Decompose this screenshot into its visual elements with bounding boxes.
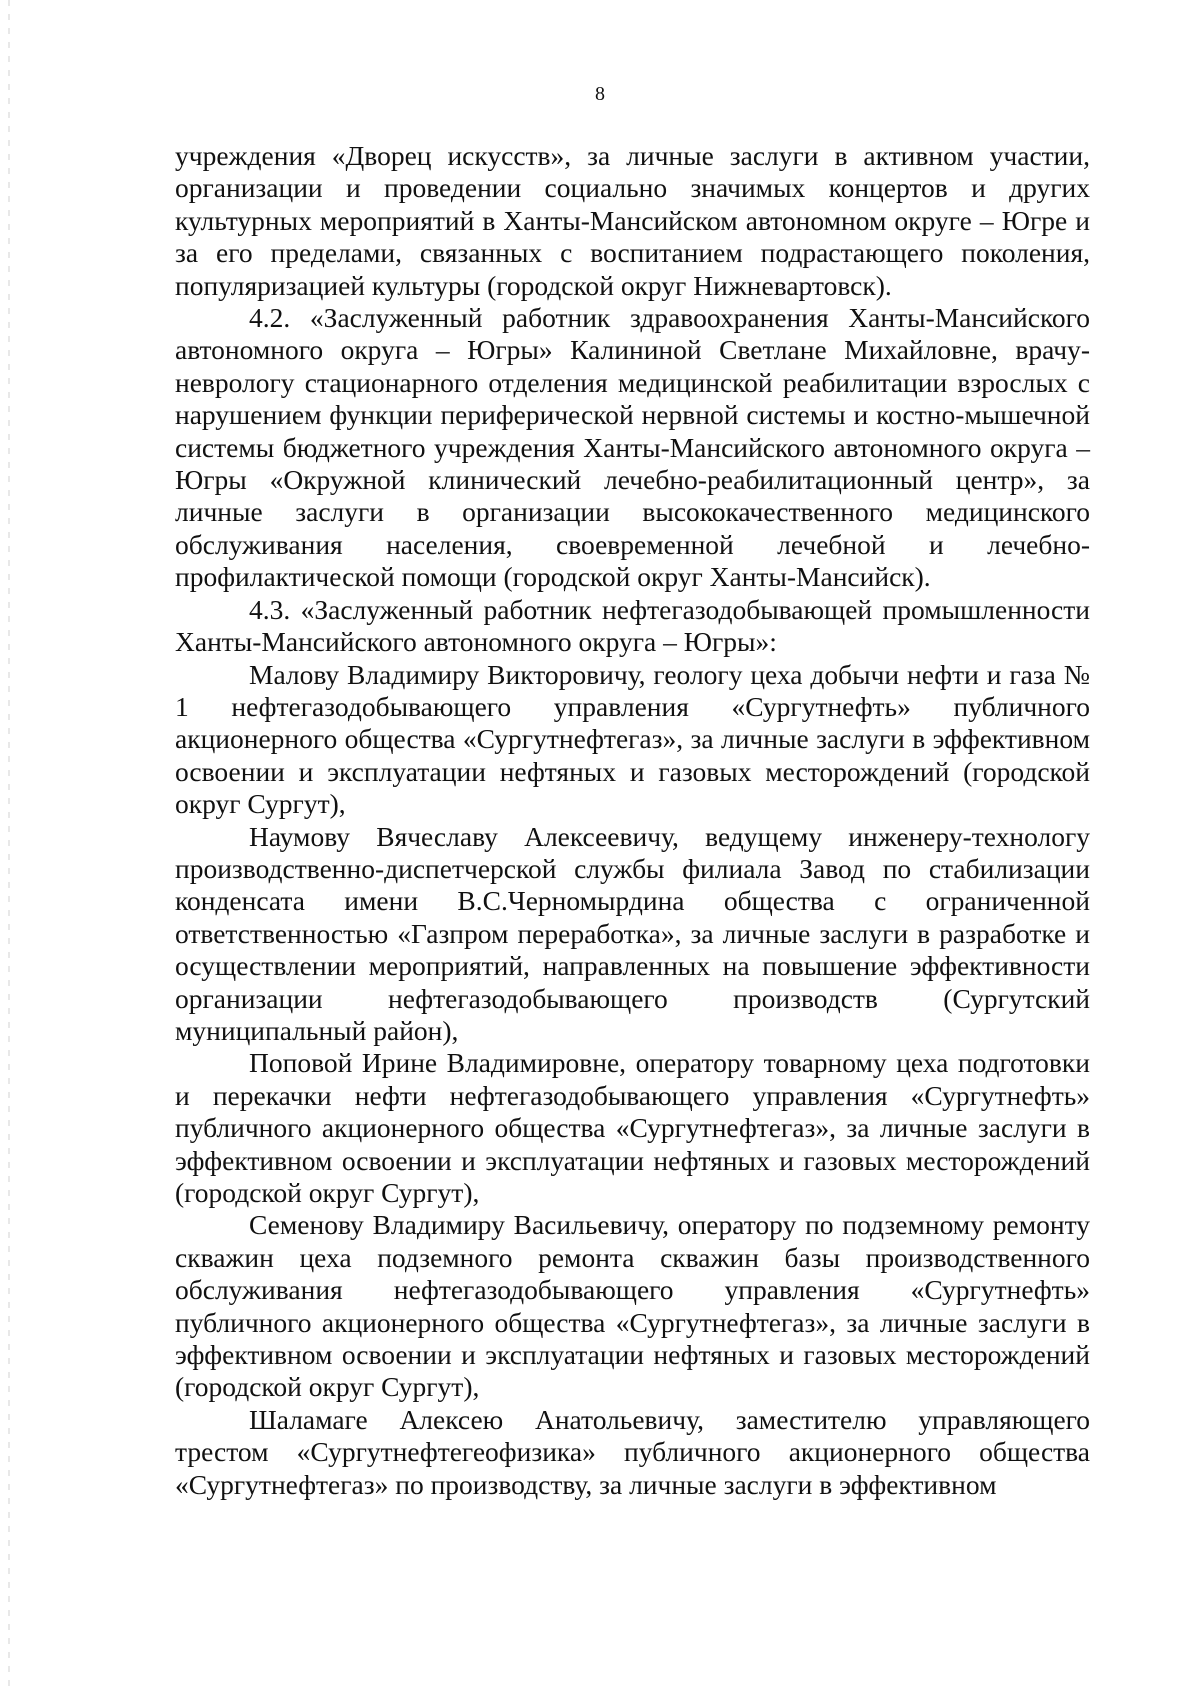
paragraph-item-4-2: 4.2. «Заслуженный работник здравоохранения Ханты-Мансийского автономного округа – Югры» Калининой Светлане Михайловне, врачу-неврологу стационарного отделения медицинской реабилитации взрослых с нарушением функции периферической нервной системы и костно-мышечной системы бюджетного учреждения Ханты-Мансийского автономного округа – Югры «Окружной клинический лечебно-реабилитационный центр», за личные заслуги в организации высококачественного медицинского обслуживания населения, своевременной лечебной и лечебно-профилактической помощи (городской округ Ханты-Мансийск). [175,302,1090,593]
paragraph-awardee-malov: Малову Владимиру Викторовичу, геологу цеха добычи нефти и газа № 1 нефтегазодобывающего управления «Сургутнефть» публичного акционерного общества «Сургутнефтегаз», за личные заслуги в эффективном освоении и эксплуатации нефтяных и газовых месторождений (городской округ Сургут), [175,658,1090,820]
document-body [175,140,1090,1501]
page-number: 8 [595,83,605,105]
paragraph-awardee-shalamaga: Шаламаге Алексею Анатольевичу, заместителю управляющего трестом «Сургутнефтегеофизика» публичного акционерного общества «Сургутнефтегаз» по производству, за личные заслуги в эффективном [175,1403,1090,1500]
paragraph-item-4-3: 4.3. «Заслуженный работник нефтегазодобывающей промышленности Ханты-Мансийского автономного округа – Югры»: [175,593,1090,658]
scan-edge-artifact [8,0,10,1686]
paragraph-awardee-popova: Поповой Ирине Владимировне, оператору товарному цеха подготовки и перекачки нефти нефтегазодобывающего управления «Сургутнефть» публичного акционерного общества «Сургутнефтегаз», за личные заслуги в эффективном освоении и эксплуатации нефтяных и газовых месторождений (городской округ Сургут), [175,1047,1090,1208]
paragraph-awardee-semenov: Семенову Владимиру Васильевичу, оператору по подземному ремонту скважин цеха подземного ремонта скважин базы производственного обслуживания нефтегазодобывающего управления «Сургутнефть» публичного акционерного общества «Сургутнефтегаз», за личные заслуги в эффективном освоении и эксплуатации нефтяных и газовых месторождений (городской округ Сургут), [175,1209,1090,1403]
paragraph-awardee-naumov: Наумову Вячеславу Алексеевичу, ведущему инженеру-технологу производственно-диспетчерской службы филиала Завод по стабилизации конденсата имени В.С.Черномырдина общества с ограниченной ответственностью «Газпром переработка», за личные заслуги в разработке и осуществлении мероприятий, направленных на повышение эффективности организации нефтегазодобывающего производств (Сургутский муниципальный район), [175,820,1090,1046]
paragraph-continuation: учреждения «Дворец искусств», за личные заслуги в активном участии, организации и проведении социально значимых концертов и других культурных мероприятий в Ханты-Мансийском автономном округе – Югре и за его пределами, связанных с воспитанием подрастающего поколения, популяризацией культуры (городской округ Нижневартовск). [175,140,1090,301]
